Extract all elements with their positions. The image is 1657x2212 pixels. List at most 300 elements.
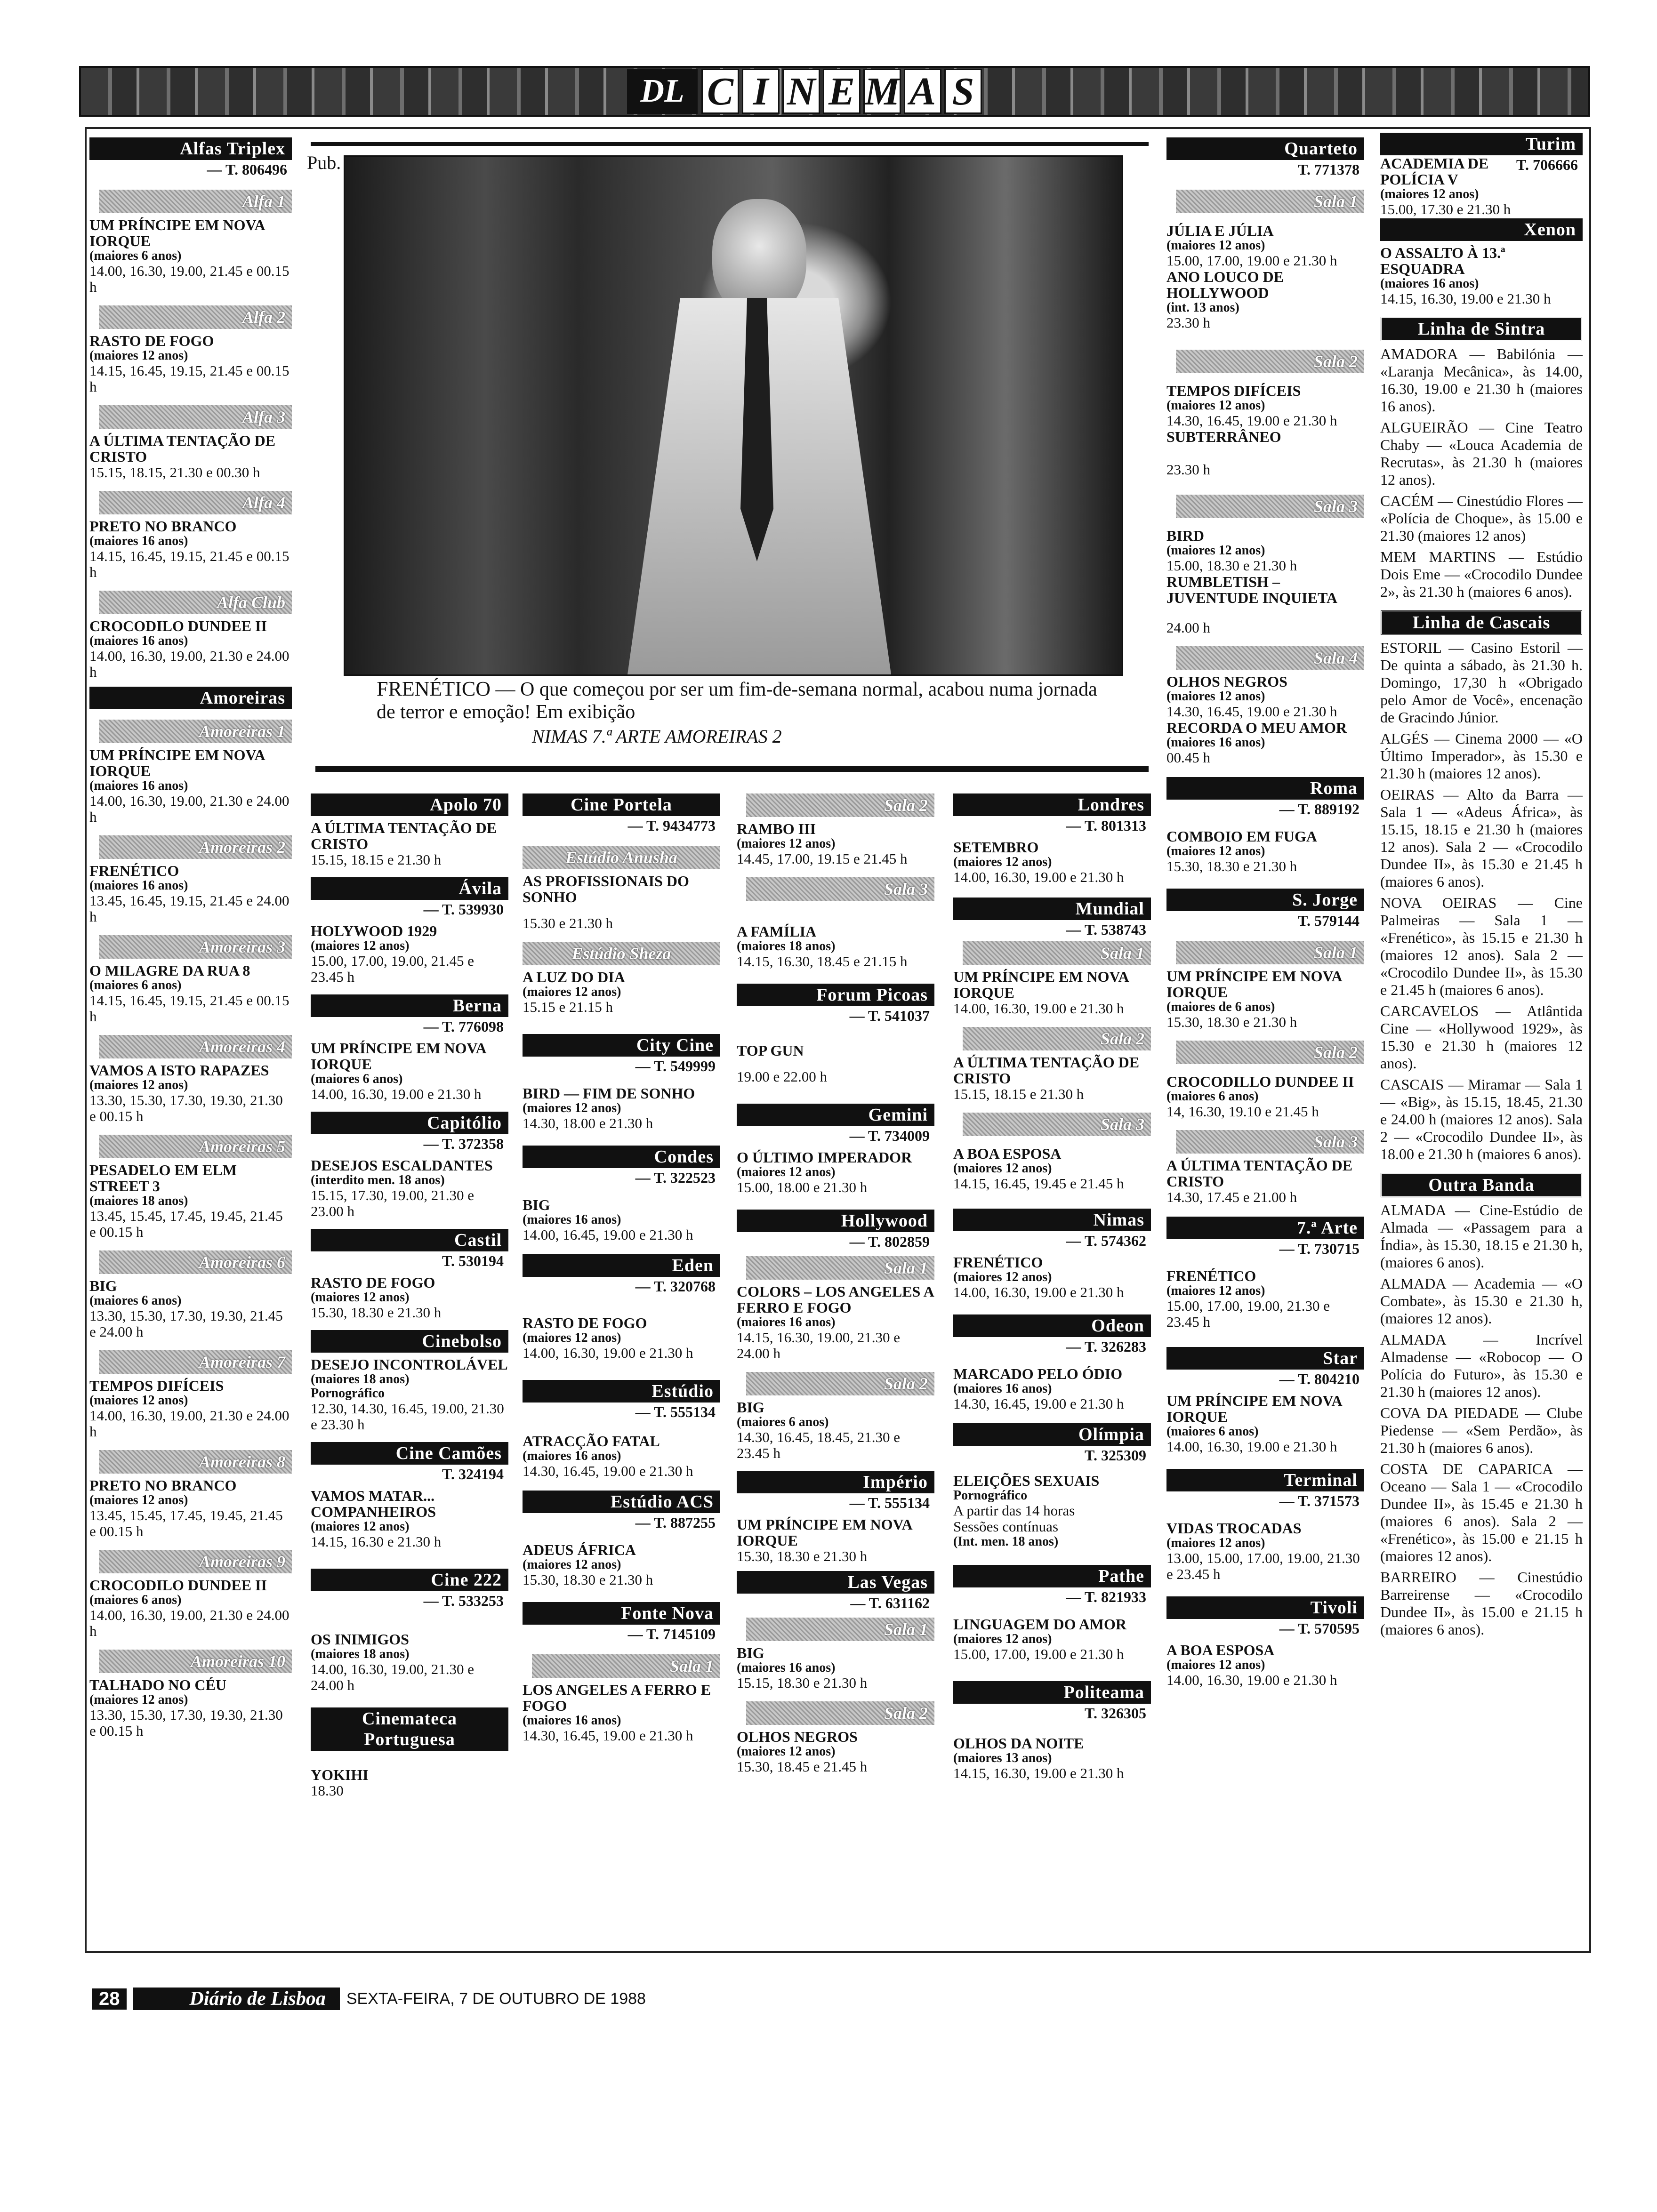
- cinema-phone: — T. 541037: [849, 1007, 930, 1024]
- film-title: TEMPOS DIFÍCEIS: [89, 1377, 224, 1394]
- showtimes: 14.00, 16.30, 19.00, 21.30 e 24.00 h: [89, 648, 290, 680]
- showtimes: 14.30, 16.45, 19.00 e 21.30 h: [523, 1727, 693, 1744]
- age-rating: (maiores 12 anos): [523, 985, 621, 999]
- film-title: OLHOS NEGROS: [1166, 673, 1287, 690]
- column-1: [89, 135, 292, 1739]
- listing-paragraph: ALGÉS — Cinema 2000 — «O Último Imperador», às 15.30 e 21.30 h (maiores 12 anos).: [1380, 730, 1583, 782]
- cinema-phone: T. 706666: [1516, 156, 1578, 173]
- showtimes: 14.00, 16.30, 19.00 e 21.30 h: [1166, 1672, 1337, 1688]
- showtimes: 15.30, 18.45 e 21.45 h: [737, 1758, 868, 1775]
- screen-label: Sala 2: [1176, 350, 1364, 373]
- showtimes: 14.00, 16.30, 19.00, 21.30 e 24.00 h: [89, 793, 290, 825]
- cinema-phone: — T. 322523: [635, 1169, 716, 1186]
- showtimes: 15.00, 18.00 e 21.30 h: [737, 1179, 868, 1195]
- listing-paragraph: ALMADA — Incrível Almadense — «Robocop — O Polícia do Futuro», às 15.30 e 21.30 h (maiores 12 anos).: [1380, 1331, 1583, 1400]
- cinema-phone: — T. 7145109: [627, 1626, 716, 1643]
- film-title: PRETO NO BRANCO: [89, 1477, 237, 1494]
- film-title: UM PRÍNCIPE EM NOVA IORQUE: [953, 968, 1128, 1001]
- cinema-phone: — T. 806496: [207, 161, 287, 178]
- showtimes: 13.45, 15.45, 17.45, 19.45, 21.45 e 00.15 h: [89, 1507, 283, 1539]
- cinema-phone: — T. 804210: [1279, 1370, 1359, 1387]
- cinema-header-cine222: Cine 222: [311, 1569, 508, 1591]
- cinema-header-city: City Cine: [523, 1034, 720, 1057]
- film-title: CROCODILO DUNDEE II: [89, 617, 267, 634]
- film-category: Pornográfico: [311, 1386, 385, 1401]
- spacer: [523, 905, 720, 915]
- film-title: PESADELO EM ELM STREET 3: [89, 1162, 237, 1194]
- age-rating: (maiores 18 anos): [89, 1194, 188, 1208]
- age-rating: (maiores 12 anos): [1166, 1658, 1265, 1672]
- showtimes: 15.30, 18.30 e 21.30 h: [1166, 1014, 1297, 1030]
- showtimes: 13.45, 16.45, 19.15, 21.45 e 24.00 h: [89, 892, 290, 925]
- showtimes: 14.00, 16.30, 19.00 e 21.30 h: [953, 1284, 1124, 1300]
- showtimes: 14.30, 18.00 e 21.30 h: [523, 1115, 653, 1131]
- age-rating: (maiores 12 anos): [1166, 844, 1265, 858]
- listing-paragraph: MEM MARTINS — Estúdio Dois Eme — «Crocodilo Dundee 2», às 21.30 h (maiores 6 anos).: [1380, 548, 1583, 600]
- film-title: RECORDA O MEU AMOR: [1166, 719, 1347, 736]
- showtimes: 14.00, 16.30, 19.00 e 21.30 h: [953, 1000, 1124, 1017]
- film-title: BIRD: [1166, 527, 1205, 544]
- cinema-phone: T. 325309: [1085, 1447, 1146, 1464]
- listing-paragraph: CACÉM — Cinestúdio Flores — «Polícia de Choque», às 15.00 e 21.30 (maiores 12 anos): [1380, 492, 1583, 544]
- ad-pub-label: Pub.: [307, 152, 341, 173]
- cinema-header-imperio: Império: [737, 1471, 934, 1493]
- film-title: UM PRÍNCIPE EM NOVA IORQUE: [1166, 1392, 1342, 1425]
- age-rating: (maiores 12 anos): [89, 1393, 188, 1408]
- cinema-header-alfas: Alfas Triplex: [89, 137, 292, 160]
- showtimes: 14.15, 16.45, 19.15, 21.45 e 00.15 h: [89, 992, 290, 1025]
- screen-label: Alfa 4: [99, 491, 292, 514]
- screen-label: Sala 3: [963, 1113, 1151, 1136]
- showtimes: 19.00 e 22.00 h: [737, 1068, 828, 1085]
- film-title: OS INIMIGOS: [311, 1631, 409, 1648]
- film-title: FRENÉTICO: [953, 1254, 1043, 1271]
- film-title: ANO LOUCO DE HOLLYWOOD: [1166, 268, 1284, 301]
- showtimes: 13.30, 15.30, 17.30, 19.30, 21.30 e 00.15 h: [89, 1092, 283, 1124]
- showtimes: 14.15, 16.30, 19.00 e 21.30 h: [953, 1765, 1124, 1781]
- age-rating: (maiores 12 anos): [89, 1078, 188, 1092]
- showtimes: 14.00, 16.30, 19.00, 21.30 e 24.00 h: [89, 1607, 290, 1639]
- screen-label: Amoreiras 8: [99, 1450, 292, 1474]
- age-rating: (maiores 12 anos): [311, 938, 410, 953]
- age-rating: (maiores 12 anos): [737, 1744, 836, 1759]
- cinema-header-las-vegas: Las Vegas: [737, 1571, 934, 1594]
- age-rating: (maiores 6 anos): [89, 1293, 182, 1308]
- listing-paragraph: AMADORA — Babilónia — «Laranja Mecânica», às 14.00, 16.30, 19.00 e 21.30 h (maiores 16 anos).: [1380, 345, 1583, 415]
- age-rating: (maiores 16 anos): [523, 1212, 621, 1227]
- showtimes: 14.30, 17.45 e 21.00 h: [1166, 1189, 1297, 1205]
- title-letter: E: [823, 69, 861, 114]
- showtimes: 14.00, 16.45, 19.00 e 21.30 h: [523, 1226, 693, 1243]
- showtimes: 14.00, 16.30, 19.00, 21.30 e 24.00 h: [89, 1407, 290, 1440]
- age-rating: (maiores 12 anos): [89, 348, 188, 363]
- screen-label: Sala 3: [1176, 1130, 1364, 1154]
- cinema-phone: — T. 538743: [1066, 921, 1146, 938]
- showtimes: 23.30 h: [1166, 314, 1210, 331]
- showtimes: 14.30, 16.45, 19.00 e 21.30 h: [1166, 412, 1337, 429]
- showtimes: 13.00, 15.00, 17.00, 19.00, 21.30 e 23.45 h: [1166, 1550, 1360, 1582]
- newspaper-brand: Diário de Lisboa: [133, 1988, 340, 2010]
- age-rating: (maiores 16 anos): [89, 778, 188, 793]
- cinema-header-portela: Cine Portela: [523, 793, 720, 816]
- age-rating: (maiores 6 anos): [89, 248, 182, 263]
- screen-label: Amoreiras 5: [99, 1135, 292, 1158]
- showtimes: 15.15, 18.15 e 21.30 h: [953, 1086, 1084, 1102]
- screen-label: Sala 2: [1176, 1041, 1364, 1064]
- screen-label: Amoreiras 3: [99, 935, 292, 959]
- film-title: VAMOS A ISTO RAPAZES: [89, 1062, 269, 1079]
- showtimes: 14.30, 16.45, 19.00 e 21.30 h: [953, 1395, 1124, 1412]
- age-rating: (maiores 12 anos): [1166, 1283, 1265, 1298]
- age-rating: (maiores 12 anos): [1166, 543, 1265, 558]
- cinema-header-nimas: Nimas: [953, 1209, 1151, 1231]
- showtimes: 13.30, 15.30, 17.30, 19.30, 21.45 e 24.00 h: [89, 1307, 283, 1340]
- showtimes: A partir das 14 horas: [953, 1502, 1075, 1519]
- cinema-header-condes: Condes: [523, 1146, 720, 1168]
- title-letter: N: [782, 69, 820, 114]
- film-title: CROCODILO DUNDEE II: [89, 1577, 267, 1594]
- film-title: PRETO NO BRANCO: [89, 518, 237, 535]
- age-rating: (maiores 12 anos): [953, 1632, 1052, 1646]
- cinema-header-avila: Ávila: [311, 877, 508, 900]
- film-category: Pornográfico: [953, 1488, 1028, 1503]
- section-title: [701, 69, 982, 114]
- ad-caption-venues: NIMAS 7.ª ARTE AMOREIRAS 2: [532, 726, 782, 747]
- spacer: [311, 1611, 508, 1627]
- screen-label: Sala 2: [746, 1701, 934, 1725]
- cinema-header-forum-picoas: Forum Picoas: [737, 984, 934, 1006]
- cinema-phone: T. 771378: [1298, 161, 1359, 178]
- listing-paragraph: ALGUEIRÃO — Cine Teatro Chaby — «Louca Academia de Recrutas», às 21.30 h (maiores 12 anos).: [1380, 419, 1583, 488]
- cinema-phone: — T. 734009: [849, 1127, 930, 1144]
- cinema-phone: — T. 821933: [1066, 1588, 1146, 1605]
- cinema-phone: — T. 801313: [1066, 817, 1146, 834]
- publication-date: SEXTA-FEIRA, 7 DE OUTUBRO DE 1988: [346, 1989, 646, 2008]
- age-rating: (maiores 12 anos): [89, 1493, 188, 1507]
- column-7: [1380, 130, 1583, 1638]
- screen-label: Amoreiras 2: [99, 835, 292, 859]
- age-rating: (maiores 6 anos): [89, 1593, 182, 1607]
- cinema-header-gemini: Gemini: [737, 1104, 934, 1126]
- turim-line: [1380, 155, 1583, 187]
- age-rating: (maiores 12 anos): [1380, 187, 1479, 201]
- ad-photo: [344, 155, 1123, 676]
- cinema-phone: — T. 887255: [635, 1514, 716, 1531]
- column-5: [953, 791, 1151, 1781]
- film-title: RASTO DE FOGO: [523, 1314, 647, 1331]
- screen-label: Estúdio Sheza: [523, 942, 720, 965]
- showtimes: 15.15, 17.30, 19.00, 21.30 e 23.00 h: [311, 1187, 475, 1219]
- section-masthead: [79, 66, 1590, 117]
- age-rating: (maiores 16 anos): [737, 1315, 836, 1330]
- cinema-header-olimpia: Olímpia: [953, 1423, 1151, 1446]
- film-title: SETEMBRO: [953, 839, 1039, 856]
- showtimes: 15.00, 17.30 e 21.30 h: [1380, 201, 1511, 217]
- film-title: A FAMÍLIA: [737, 923, 817, 940]
- film-title: VAMOS MATAR... COMPANHEIROS: [311, 1487, 436, 1520]
- cinema-header-cinebolso: Cinebolso: [311, 1330, 508, 1353]
- listing-paragraph: ALMADA — Cine-Estúdio de Almada — «Passagem para a Índia», às 15.30, 18.15 e 21.30 h, (maiores 6 anos).: [1380, 1202, 1583, 1271]
- screen-label: Sala 2: [963, 1027, 1151, 1050]
- screen-label: Amoreiras 9: [99, 1550, 292, 1573]
- showtimes: 14.15, 16.30, 19.00 e 21.30 h: [1380, 290, 1551, 307]
- age-rating: (maiores 12 anos): [311, 1290, 410, 1305]
- screen-label: Sala 1: [746, 1618, 934, 1641]
- film-title: RASTO DE FOGO: [89, 332, 214, 349]
- film-title: CROCODILLO DUNDEE II: [1166, 1073, 1354, 1090]
- age-rating: (maiores 12 anos): [523, 1557, 621, 1572]
- age-rating: (maiores 12 anos): [953, 1270, 1052, 1284]
- screen-label: Sala 1: [1176, 190, 1364, 213]
- cinema-phone: — T. 372358: [423, 1135, 504, 1152]
- cinema-header-apolo: Apolo 70: [311, 793, 508, 816]
- film-title: OLHOS NEGROS: [737, 1728, 858, 1745]
- showtimes-note: Sessões contínuas: [953, 1518, 1059, 1535]
- showtimes: 14.45, 17.00, 19.15 e 21.45 h: [737, 850, 908, 867]
- cinema-header-xenon: Xenon: [1380, 218, 1583, 241]
- ad-caption: [377, 678, 1111, 748]
- film-title: ADEUS ÁFRICA: [523, 1541, 636, 1558]
- column-3: [523, 791, 720, 1744]
- film-title: BIG: [737, 1644, 764, 1661]
- film-title: DESEJO INCONTROLÁVEL: [311, 1356, 508, 1373]
- showtimes: 15.00, 17.00, 19.00, 21.30 e 23.45 h: [1166, 1298, 1330, 1330]
- age-rating: (maiores 12 anos): [1166, 398, 1265, 413]
- spacer: [1166, 606, 1364, 620]
- cinema-header-terminal: Terminal: [1166, 1469, 1364, 1491]
- screen-label: Sala 2: [746, 793, 934, 817]
- age-rating: (maiores 18 anos): [311, 1647, 410, 1661]
- column-6: [1166, 135, 1364, 1688]
- cinema-header-capitolio: Capitólio: [311, 1112, 508, 1134]
- film-title: A ÚLTIMA TENTAÇÃO DE CRISTO: [1166, 1157, 1353, 1190]
- film-title: A LUZ DO DIA: [523, 969, 625, 986]
- age-rating: (maiores 16 anos): [953, 1381, 1052, 1396]
- age-rating: (int. 13 anos): [1166, 300, 1239, 315]
- film-title: TEMPOS DIFÍCEIS: [1166, 382, 1301, 399]
- newspaper-logo: DL: [627, 69, 698, 114]
- cinema-phone: T. 579144: [1298, 912, 1359, 929]
- title-letter: C: [701, 69, 739, 114]
- age-rating: (maiores 18 anos): [311, 1372, 410, 1387]
- film-title: UM PRÍNCIPE EM NOVA IORQUE: [311, 1040, 486, 1073]
- region-header-sintra: Linha de Sintra: [1380, 316, 1583, 342]
- cinema-phone: — T. 802859: [849, 1233, 930, 1250]
- showtimes: 15.00, 17.00, 19.00, 21.45 e 23.45 h: [311, 953, 475, 985]
- showtimes: 13.30, 15.30, 17.30, 19.30, 21.30 e 00.15 h: [89, 1707, 283, 1739]
- cinema-header-7a-arte: 7.ª Arte: [1166, 1217, 1364, 1239]
- showtimes: 14.15, 16.30, 19.00, 21.30 e 24.00 h: [737, 1329, 901, 1362]
- showtimes: 14.00, 16.30, 19.00 e 21.30 h: [523, 1345, 693, 1361]
- screen-label: Amoreiras 6: [99, 1250, 292, 1274]
- cinema-phone: — T. 371573: [1279, 1492, 1359, 1509]
- spacer: [1166, 445, 1364, 462]
- screen-label: Alfa 2: [99, 305, 292, 329]
- film-title: UM PRÍNCIPE EM NOVA IORQUE: [737, 1516, 912, 1549]
- showtimes: 14.00, 16.30, 19.00 e 21.30 h: [1166, 1438, 1337, 1455]
- age-rating: (maiores 12 anos): [1166, 238, 1265, 253]
- age-rating: (maiores 16 anos): [89, 878, 188, 893]
- cinema-header-quarteto: Quarteto: [1166, 137, 1364, 160]
- showtimes: 13.45, 15.45, 17.45, 19.45, 21.45 e 00.15 h: [89, 1208, 283, 1240]
- cinema-header-roma: Roma: [1166, 777, 1364, 800]
- screen-label: Alfa 3: [99, 405, 292, 429]
- showtimes: 15.30, 18.30 e 21.30 h: [311, 1304, 442, 1321]
- age-rating: (maiores 6 anos): [311, 1072, 403, 1086]
- showtimes: 24.00 h: [1166, 619, 1210, 636]
- age-rating: (maiores 12 anos): [953, 1161, 1052, 1176]
- showtimes: 14.00, 16.30, 19.00 e 21.30 h: [953, 869, 1124, 885]
- film-title: BIG: [737, 1399, 764, 1416]
- cinema-header-londres: Londres: [953, 793, 1151, 816]
- age-rating: (maiores 16 anos): [523, 1713, 621, 1728]
- age-rating: (maiores 12 anos): [523, 1330, 621, 1345]
- age-rating: (maiores 13 anos): [953, 1751, 1052, 1765]
- age-rating: (maiores de 6 anos): [1166, 1000, 1275, 1014]
- age-rating: (maiores 16 anos): [1166, 735, 1265, 750]
- showtimes: 12.30, 14.30, 16.45, 19.00, 21.30 e 23.30 h: [311, 1400, 504, 1433]
- cinema-phone: T. 326305: [1085, 1705, 1146, 1722]
- showtimes: 15.15, 18.15 e 21.30 h: [311, 851, 442, 868]
- screen-label: Sala 1: [532, 1654, 720, 1678]
- age-rating: (maiores 6 anos): [737, 1415, 829, 1429]
- film-title: ELEIÇÕES SEXUAIS: [953, 1472, 1100, 1489]
- film-title: BIRD — FIM DE SONHO: [523, 1085, 695, 1102]
- region-header-cascais: Linha de Cascais: [1380, 610, 1583, 635]
- cinema-phone: — T. 631162: [850, 1595, 930, 1611]
- film-title: SUBTERRÂNEO: [1166, 428, 1281, 445]
- film-title: COMBOIO EM FUGA: [1166, 828, 1317, 845]
- cinema-phone: — T. 533253: [423, 1592, 504, 1609]
- age-rating: (interdito men. 18 anos): [311, 1173, 445, 1187]
- showtimes: 14.15, 16.30 e 21.30 h: [311, 1533, 442, 1550]
- screen-label: Amoreiras 4: [99, 1035, 292, 1058]
- listing-paragraph: COSTA DE CAPARICA — Oceano — Sala 1 — «Crocodilo Dundee II», às 15.45 e 21.30 h (maiores 6 anos). Sala 2 — «Frenético», às 15.00 e 21.15 h (maiores 12 anos).: [1380, 1460, 1583, 1564]
- listing-paragraph: ALMADA — Academia — «O Combate», às 15.30 e 21.30 h, (maiores 12 anos).: [1380, 1275, 1583, 1327]
- screen-label: Sala 3: [1176, 495, 1364, 518]
- cinema-phone: T. 324194: [442, 1466, 504, 1483]
- film-title: MARCADO PELO ÓDIO: [953, 1365, 1123, 1382]
- film-title: A ÚLTIMA TENTAÇÃO DE CRISTO: [89, 432, 276, 465]
- showtimes: 15.30 e 21.30 h: [523, 915, 613, 931]
- age-rating: (maiores 12 anos): [737, 1165, 836, 1179]
- screen-label: Estúdio Anusha: [523, 846, 720, 869]
- showtimes: 14.00, 16.30, 19.00, 21.45 e 00.15 h: [89, 263, 290, 295]
- age-rating: (maiores 12 anos): [737, 836, 836, 851]
- age-rating: (maiores 12 anos): [953, 855, 1052, 869]
- cinema-phone: — T. 574362: [1066, 1232, 1146, 1249]
- title-letter: S: [944, 69, 982, 114]
- page-number: 28: [92, 1988, 127, 2010]
- age-rating: (maiores 16 anos): [89, 534, 188, 548]
- cinema-header-odeon: Odeon: [953, 1314, 1151, 1337]
- screen-label: Sala 1: [746, 1256, 934, 1280]
- showtimes: 15.30, 18.30 e 21.30 h: [1166, 858, 1297, 874]
- film-title: FRENÉTICO: [89, 862, 179, 879]
- age-rating: (maiores 6 anos): [89, 978, 182, 993]
- showtimes: 14.15, 16.30, 18.45 e 21.15 h: [737, 953, 908, 970]
- showtimes: 18.30: [311, 1782, 344, 1799]
- film-title: A ÚLTIMA TENTAÇÃO DE CRISTO: [953, 1054, 1140, 1087]
- film-title: JÚLIA E JÚLIA: [1166, 222, 1274, 239]
- film-title: OLHOS DA NOITE: [953, 1735, 1084, 1752]
- age-rating: (Int. men. 18 anos): [953, 1534, 1059, 1549]
- screen-label: Sala 3: [746, 877, 934, 901]
- film-title: UM PRÍNCIPE EM NOVA IORQUE: [89, 746, 265, 779]
- title-letter: I: [742, 69, 780, 114]
- cinema-header-castil: Castil: [311, 1229, 508, 1251]
- cinema-phone: — T. 776098: [423, 1018, 504, 1035]
- film-title: LINGUAGEM DO AMOR: [953, 1616, 1126, 1633]
- spacer: [311, 1751, 508, 1763]
- cinema-phone: — T. 9434773: [627, 817, 716, 834]
- cinema-header-amoreiras: Amoreiras: [89, 687, 292, 709]
- screen-label: Amoreiras 7: [99, 1350, 292, 1374]
- cinema-phone: — T. 555134: [849, 1494, 930, 1511]
- film-title: ACADEMIA DE POLÍCIA V: [1380, 155, 1489, 188]
- age-rating: (maiores 16 anos): [523, 1449, 621, 1463]
- film-title: BIG: [89, 1277, 117, 1294]
- age-rating: (maiores 6 anos): [1166, 1424, 1259, 1439]
- showtimes: 15.00, 18.30 e 21.30 h: [1166, 557, 1297, 574]
- cinema-header-estudio: Estúdio: [523, 1380, 720, 1403]
- showtimes: 14.15, 16.45, 19.15, 21.45 e 00.15 h: [89, 362, 290, 395]
- age-rating: (maiores 16 anos): [89, 633, 188, 648]
- cinema-header-mundial: Mundial: [953, 898, 1151, 920]
- title-letter: A: [904, 69, 941, 114]
- showtimes: 14.15, 16.45, 19.15, 21.45 e 00.15 h: [89, 548, 290, 580]
- screen-label: Amoreiras 1: [99, 720, 292, 743]
- ad-top-rule: [311, 142, 1149, 146]
- film-title: O MILAGRE DA RUA 8: [89, 962, 250, 979]
- cinema-header-star: Star: [1166, 1347, 1364, 1370]
- cinema-phone: — T. 326283: [1066, 1338, 1146, 1355]
- ad-caption-text: — O que começou por ser um fim-de-semana normal, acabou numa jornada de terror e emoção! Em exibição: [377, 679, 1097, 723]
- cinema-phone: — T. 555134: [635, 1403, 716, 1420]
- cinema-header-turim: Turim: [1380, 133, 1583, 155]
- screen-label: Sala 2: [746, 1372, 934, 1395]
- age-rating: (maiores 12 anos): [1166, 1536, 1265, 1550]
- film-title: UM PRÍNCIPE EM NOVA IORQUE: [89, 216, 265, 249]
- listing-paragraph: CASCAIS — Miramar — Sala 1 — «Big», às 15.15, 18.45, 21.30 e 24.00 h (maiores 12 anos). Sala 2 — «Crocodilo Dundee II», às 18.00 e 21.30 h (maiores 6 anos).: [1380, 1076, 1583, 1162]
- cinema-header-tivoli: Tivoli: [1166, 1596, 1364, 1619]
- showtimes: 14.00, 16.30, 19.00 e 21.30 h: [311, 1086, 482, 1102]
- age-rating: (maiores 12 anos): [89, 1692, 188, 1707]
- cinema-phone: — T. 730715: [1279, 1240, 1359, 1257]
- showtimes: 14.00, 16.30, 19.00, 21.30 e 24.00 h: [311, 1661, 475, 1693]
- listing-paragraph: NOVA OEIRAS — Cine Palmeiras — Sala 1 — «Frenético», às 15.15 e 21.30 h (maiores 12 anos). Sala 2 — «Crocodilo Dundee II», às 15.30 e 21.45 h (maiores 6 anos).: [1380, 894, 1583, 998]
- screen-label: Sala 1: [1176, 941, 1364, 964]
- column-2: [311, 791, 508, 1799]
- age-rating: (maiores 18 anos): [737, 939, 836, 954]
- listing-paragraph: ESTORIL — Casino Estoril — De quinta a sábado, às 21.30 h. Domingo, 17,30 h «Obrigado pelo Amor de Você», encenação de Gracindo Júnior.: [1380, 639, 1583, 726]
- showtimes: 14, 16.30, 19.10 e 21.45 h: [1166, 1103, 1319, 1120]
- film-title: BIG: [523, 1196, 550, 1213]
- film-title: O ASSALTO À 13.ª ESQUADRA: [1380, 244, 1505, 277]
- cinema-header-politeama: Politeama: [953, 1681, 1151, 1704]
- showtimes: 14.15, 16.45, 19.45 e 21.45 h: [953, 1175, 1124, 1192]
- screen-label: Sala 4: [1176, 646, 1364, 670]
- region-header-outra-banda: Outra Banda: [1380, 1172, 1583, 1198]
- film-title: FRENÉTICO: [1166, 1267, 1256, 1284]
- spacer: [737, 1058, 934, 1069]
- showtimes: 15.15, 18.30 e 21.30 h: [737, 1675, 868, 1691]
- film-title: TOP GUN: [737, 1042, 804, 1059]
- cinema-phone: — T. 570595: [1279, 1620, 1359, 1637]
- cinema-header-acs: Estúdio ACS: [523, 1491, 720, 1513]
- film-title: RUMBLETISH – JUVENTUDE INQUIETA: [1166, 573, 1338, 606]
- cinema-header-berna: Berna: [311, 994, 508, 1017]
